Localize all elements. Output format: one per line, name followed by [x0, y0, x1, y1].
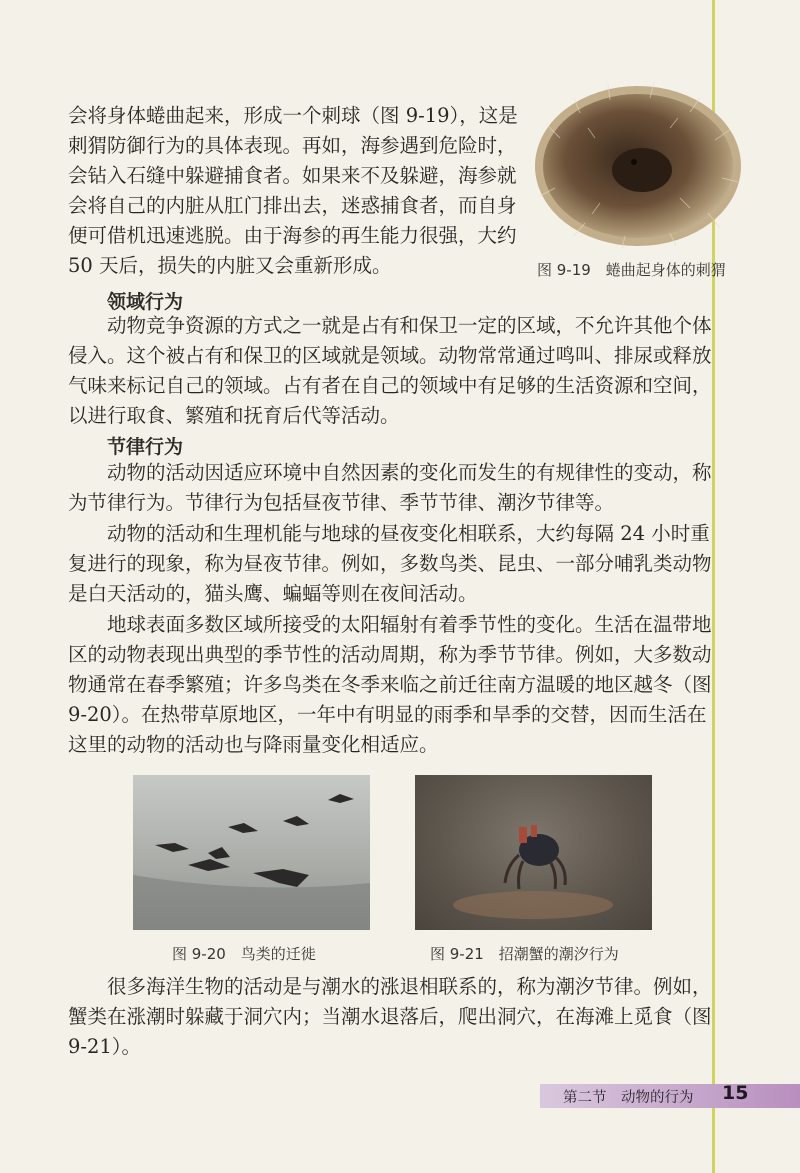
- heading-rhythm: 节律行为: [107, 436, 184, 458]
- figure-9-19-caption: 图 9-19 蜷曲起身体的刺猬: [537, 261, 726, 279]
- figure-9-20-caption: 图 9-20 鸟类的迁徙: [172, 945, 316, 963]
- paragraph-rhythm-1: 动物的活动因适应环境中自然因素的变化而发生的有规律性的变动，称为节律行为。节律行为包括昼夜节律、季节节律、潮汐节律等。: [68, 461, 712, 514]
- hedgehog-image: [530, 78, 745, 250]
- paragraph-top: 会将身体蜷曲起来，形成一个刺球（图 9-19），这是刺猬防御行为的具体表现。再如，海参遇到危险时，会钻入石缝中躲避捕食者。如果来不及躲避，海参就会将自己的内脏从肛门排出去，迷惑捕食者，而自身便可借机迅速逃脱。由于海参的再生能力很强，大约 50 天后，损失的内脏又会重新形成。: [68, 104, 518, 277]
- fiddler-crab-image: [415, 775, 652, 930]
- migrating-birds-image: [133, 775, 370, 930]
- figure-9-21-caption: 图 9-21 招潮蟹的潮汐行为: [430, 945, 619, 963]
- page-number: 15: [722, 1082, 749, 1104]
- paragraph-rhythm-2: 动物的活动和生理机能与地球的昼夜变化相联系，大约每隔 24 小时重复进行的现象，称为昼夜节律。例如，多数鸟类、昆虫、一部分哺乳类动物是白天活动的，猫头鹰、蝙蝠等则在夜间活动。: [68, 522, 712, 605]
- paragraph-rhythm-4: 很多海洋生物的活动是与潮水的涨退相联系的，称为潮汐节律。例如，蟹类在涨潮时躲藏于洞穴内；当潮水退落后，爬出洞穴，在海滩上觅食（图 9-21）。: [68, 975, 712, 1058]
- footer-section-title: 第二节 动物的行为: [563, 1090, 694, 1106]
- heading-territory: 领域行为: [107, 291, 184, 313]
- paragraph-rhythm-3: 地球表面多数区域所接受的太阳辐射有着季节性的变化。生活在温带地区的动物表现出典型的季节性的活动周期，称为季节节律。例如，大多数动物通常在春季繁殖；许多鸟类在冬季来临之前迁往南方温暖的地区越冬（图 9-20）。在热带草原地区，一年中有明显的雨季和旱季的交替，因而生活在这里的动物的活动也与降雨量变化相适应。: [68, 613, 712, 756]
- paragraph-territory: 动物竞争资源的方式之一就是占有和保卫一定的区域，不允许其他个体侵入。这个被占有和保卫的区域就是领域。动物常常通过鸣叫、排尿或释放气味来标记自己的领域。占有者在自己的领域中有足够的生活资源和空间，以进行取食、繁殖和抚育后代等活动。: [68, 314, 712, 427]
